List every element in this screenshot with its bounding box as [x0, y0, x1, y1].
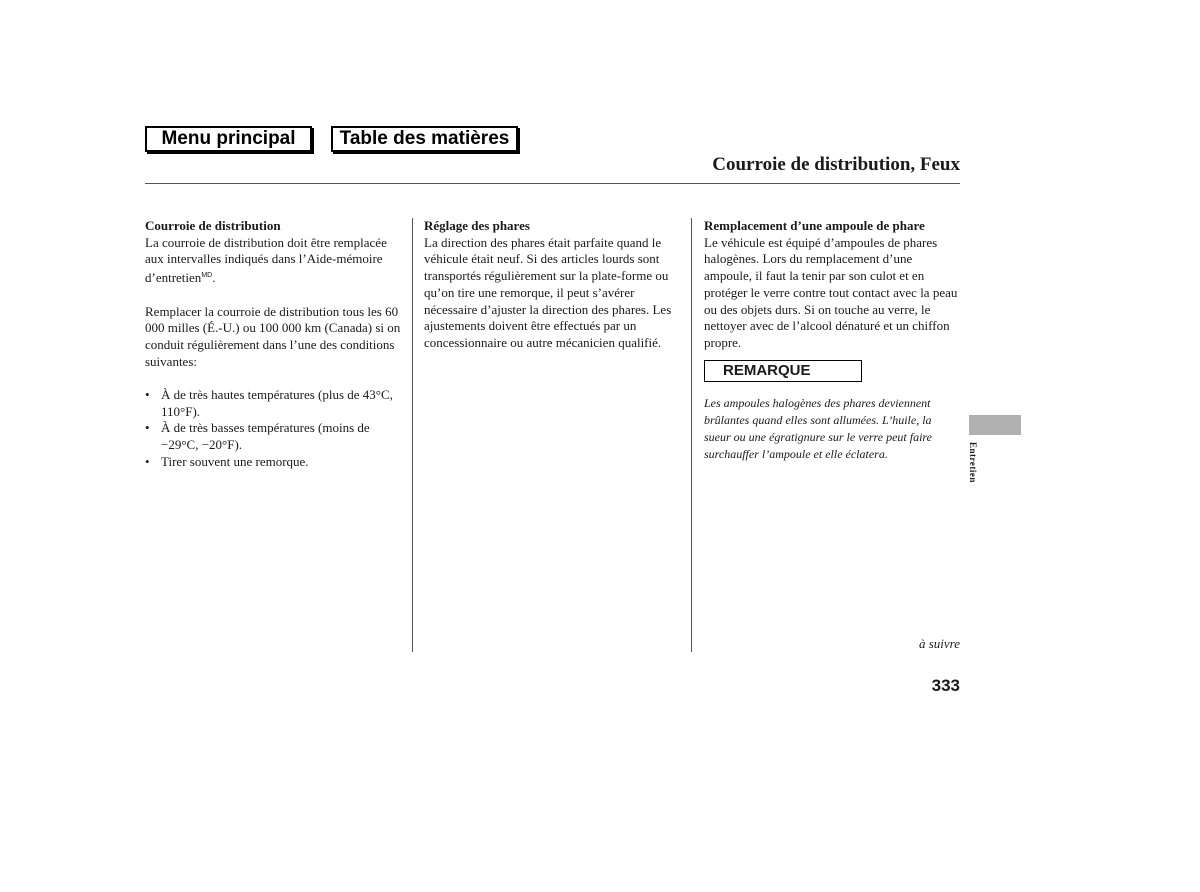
table-des-matieres-button[interactable]: Table des matières — [331, 126, 518, 152]
continued-label: à suivre — [918, 636, 960, 651]
section-heading: Remplacement d’une ampoule de phare — [704, 218, 925, 233]
section-tab — [969, 415, 1021, 435]
paragraph: Remplacer la courroie de distribution tous les 60 000 milles (É.-U.) ou 100 000 km (Canada) si on conduit régulièrement dans l’une des conditions suivantes: — [145, 303, 401, 369]
page-title: Courroie de distribution, Feux — [712, 154, 960, 175]
column-courroie — [145, 218, 403, 471]
paragraph: La courroie de distribution doit être remplacée aux intervalles indiqués dans l’Aide-mémoire d’entretien$^{MD}$. — [145, 234, 387, 286]
list-item: • À de très hautes températures (plus de 43°C, 110°F). — [145, 387, 393, 419]
list-item: • À de très basses températures (moins de −29°C, −20°F). — [145, 420, 370, 453]
remarque-box: REMARQUE — [704, 360, 862, 382]
section-tab-label: Entretien — [968, 442, 978, 483]
column-remplacement — [704, 218, 960, 463]
page-number: 333 — [931, 676, 960, 695]
trademark-mark: MD — [201, 272, 213, 280]
paragraph: La direction des phares était parfaite quand le véhicule était neuf. Si des articles lourds sont transportés régulièrement sur la plate-forme ou qu’on tire une remorque, il peut s’avérer nécessaire d’ajuster la direction des phares. Les ajustements doivent être effectués par un concessionnaire ou autre mécanicien qualifié. — [424, 234, 672, 350]
title-divider — [145, 183, 960, 184]
section-heading: Réglage des phares — [424, 218, 530, 233]
note-text: Les ampoules halogènes des phares deviennent brûlantes quand elles sont allumées. L’huile, la sueur ou une égratignure sur le verre peut faire surchauffer l’ampoule et elle éclatera. — [704, 395, 932, 461]
list-item: • Tirer souvent une remorque. — [145, 453, 309, 469]
conditions-list — [145, 387, 403, 471]
paragraph: Le véhicule est équipé d’ampoules de phares halogènes. Lors du remplacement d’une ampoule, il faut la tenir par son culot et en protéger le verre contre tout contact avec la peau ou des objets durs. Si on touche au verre, le nettoyer avec de l’alcool dénaturé et un chiffon propre. — [704, 234, 958, 350]
column-reglage — [424, 218, 682, 352]
column-divider — [412, 218, 413, 652]
column-divider — [691, 218, 692, 652]
section-heading: Courroie de distribution — [145, 218, 281, 233]
menu-principal-button[interactable]: Menu principal — [145, 126, 312, 152]
